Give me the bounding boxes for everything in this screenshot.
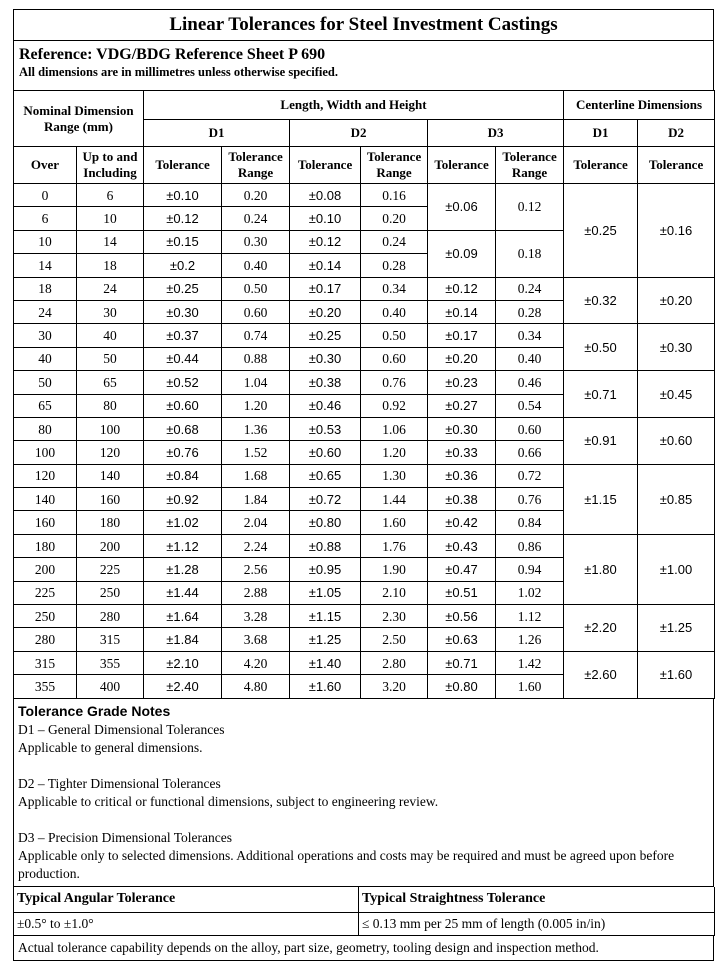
d2-range-cell: 1.30 — [361, 464, 428, 487]
upto-cell: 120 — [77, 441, 144, 464]
lwh-header: Length, Width and Height — [144, 91, 564, 120]
centerline-d2-cell: ±0.16 — [638, 184, 715, 278]
d3-range-cell: 1.02 — [496, 581, 564, 604]
d1-tolerance-cell: ±0.37 — [144, 324, 222, 347]
centerline-d1-cell: ±1.15 — [564, 464, 638, 534]
centerline-d2-cell: ±0.45 — [638, 371, 715, 418]
d2-note-title: D2 – Tighter Dimensional Tolerances — [18, 775, 221, 791]
d1-tolerance-cell: ±0.15 — [144, 230, 222, 253]
over-cell: 280 — [14, 628, 77, 651]
d1-tolerance-cell: ±0.68 — [144, 417, 222, 440]
units-note: All dimensions are in millimetres unless otherwise specified. — [19, 65, 338, 79]
d3-range-cell: 0.60 — [496, 417, 564, 440]
over-cell: 120 — [14, 464, 77, 487]
d1-range-cell: 0.20 — [222, 184, 290, 207]
footer-note: Actual tolerance capability depends on the alloy, part size, geometry, tooling design and inspection method. — [13, 936, 714, 961]
d3-tolerance-cell: ±0.63 — [428, 628, 496, 651]
d1-range-cell: 1.20 — [222, 394, 290, 417]
centerline-d1-cell: ±2.20 — [564, 605, 638, 652]
d2-tolerance-cell: ±1.60 — [290, 675, 361, 698]
d3-range-header: Tolerance Range — [496, 147, 564, 184]
reference-text: Reference: VDG/BDG Reference Sheet P 690 — [19, 46, 326, 63]
d1-tolerance-cell: ±1.84 — [144, 628, 222, 651]
upto-cell: 315 — [77, 628, 144, 651]
over-header: Over — [14, 147, 77, 184]
d1-range-cell: 0.50 — [222, 277, 290, 300]
upto-cell: 18 — [77, 254, 144, 277]
d3-range-cell: 0.34 — [496, 324, 564, 347]
d3-range-cell: 1.60 — [496, 675, 564, 698]
d3-range-cell: 0.76 — [496, 488, 564, 511]
over-cell: 0 — [14, 184, 77, 207]
table-row — [14, 605, 715, 628]
upto-cell: 200 — [77, 534, 144, 557]
table-row — [14, 371, 715, 394]
d2-tolerance-cell: ±0.60 — [290, 441, 361, 464]
d1-tolerance-cell: ±0.44 — [144, 347, 222, 370]
d1-range-header: Tolerance Range — [222, 147, 290, 184]
table-row — [14, 651, 715, 674]
over-cell: 180 — [14, 534, 77, 557]
d2-tolerance-cell: ±0.65 — [290, 464, 361, 487]
d3-range-cell: 0.84 — [496, 511, 564, 534]
d2-range-cell: 0.40 — [361, 300, 428, 323]
upto-cell: 24 — [77, 277, 144, 300]
d2-range-cell: 1.20 — [361, 441, 428, 464]
d3-tolerance-cell: ±0.27 — [428, 394, 496, 417]
cl-d1-header: D1 — [564, 120, 638, 147]
upto-cell: 14 — [77, 230, 144, 253]
d3-range-cell: 0.40 — [496, 347, 564, 370]
d3-range-cell: 0.86 — [496, 534, 564, 557]
d3-tolerance-header: Tolerance — [428, 147, 496, 184]
upto-cell: 6 — [77, 184, 144, 207]
centerline-header: Centerline Dimensions — [564, 91, 715, 120]
over-cell: 315 — [14, 651, 77, 674]
d1-tolerance-cell: ±0.92 — [144, 488, 222, 511]
grade-notes — [13, 699, 714, 887]
over-cell: 50 — [14, 371, 77, 394]
table-row — [14, 184, 715, 207]
d2-tolerance-cell: ±0.80 — [290, 511, 361, 534]
angular-heading: Typical Angular Tolerance — [14, 887, 359, 913]
table-row — [14, 324, 715, 347]
upto-cell: 65 — [77, 371, 144, 394]
d2-tolerance-cell: ±1.25 — [290, 628, 361, 651]
centerline-d1-cell: ±0.50 — [564, 324, 638, 371]
d1-tolerance-cell: ±0.84 — [144, 464, 222, 487]
centerline-d2-cell: ±1.25 — [638, 605, 715, 652]
over-cell: 14 — [14, 254, 77, 277]
d3-range-cell: 1.42 — [496, 651, 564, 674]
d2-range-cell: 0.24 — [361, 230, 428, 253]
d1-range-cell: 0.40 — [222, 254, 290, 277]
d3-range-cell: 0.54 — [496, 394, 564, 417]
d1-range-cell: 4.80 — [222, 675, 290, 698]
centerline-d1-cell: ±0.25 — [564, 184, 638, 278]
d3-tolerance-cell: ±0.23 — [428, 371, 496, 394]
d1-tolerance-cell: ±0.30 — [144, 300, 222, 323]
d2-range-cell: 0.76 — [361, 371, 428, 394]
d2-header: D2 — [290, 120, 428, 147]
d3-tolerance-cell: ±0.33 — [428, 441, 496, 464]
table-row — [14, 277, 715, 300]
d3-tolerance-cell: ±0.43 — [428, 534, 496, 557]
reference-block — [13, 40, 714, 90]
d3-range-cell: 0.46 — [496, 371, 564, 394]
angular-straightness-table — [13, 887, 715, 936]
over-cell: 355 — [14, 675, 77, 698]
d2-range-cell: 0.16 — [361, 184, 428, 207]
d1-range-cell: 2.88 — [222, 581, 290, 604]
upto-cell: 100 — [77, 417, 144, 440]
d3-range-cell: 0.24 — [496, 277, 564, 300]
d2-tolerance-cell: ±0.12 — [290, 230, 361, 253]
nominal-range-header: Nominal Dimension Range (mm) — [14, 91, 144, 147]
d3-note-text: Applicable only to selected dimensions. Additional operations and costs may be required and must be agreed upon before production. — [18, 847, 675, 881]
d3-tolerance-cell: ±0.51 — [428, 581, 496, 604]
upto-cell: 355 — [77, 651, 144, 674]
d3-range-cell: 0.94 — [496, 558, 564, 581]
d2-range-cell: 2.80 — [361, 651, 428, 674]
d1-range-cell: 0.30 — [222, 230, 290, 253]
d1-range-cell: 3.28 — [222, 605, 290, 628]
upto-cell: 50 — [77, 347, 144, 370]
over-cell: 24 — [14, 300, 77, 323]
d1-tolerance-cell: ±2.10 — [144, 651, 222, 674]
cl-d2-tolerance-header: Tolerance — [638, 147, 715, 184]
d3-range-cell: 0.28 — [496, 300, 564, 323]
over-cell: 30 — [14, 324, 77, 347]
d2-tolerance-cell: ±0.46 — [290, 394, 361, 417]
over-cell: 225 — [14, 581, 77, 604]
over-cell: 200 — [14, 558, 77, 581]
d1-range-cell: 2.24 — [222, 534, 290, 557]
d3-range-cell: 1.12 — [496, 605, 564, 628]
d2-tolerance-cell: ±0.88 — [290, 534, 361, 557]
d3-tolerance-cell: ±0.09 — [428, 230, 496, 277]
over-cell: 160 — [14, 511, 77, 534]
d2-tolerance-cell: ±1.40 — [290, 651, 361, 674]
straightness-heading: Typical Straightness Tolerance — [359, 887, 715, 913]
table-row — [14, 464, 715, 487]
d2-range-cell: 0.20 — [361, 207, 428, 230]
d1-range-cell: 1.36 — [222, 417, 290, 440]
upto-cell: 30 — [77, 300, 144, 323]
d3-tolerance-cell: ±0.17 — [428, 324, 496, 347]
table-row — [14, 534, 715, 557]
d3-tolerance-cell: ±0.30 — [428, 417, 496, 440]
upto-cell: 140 — [77, 464, 144, 487]
centerline-d1-cell: ±0.91 — [564, 417, 638, 464]
d3-range-cell: 1.26 — [496, 628, 564, 651]
d3-tolerance-cell: ±0.36 — [428, 464, 496, 487]
d3-range-cell: 0.66 — [496, 441, 564, 464]
d1-tolerance-cell: ±1.12 — [144, 534, 222, 557]
d2-range-cell: 1.60 — [361, 511, 428, 534]
table-row — [14, 417, 715, 440]
centerline-d2-cell: ±1.60 — [638, 651, 715, 698]
d2-tolerance-cell: ±1.05 — [290, 581, 361, 604]
over-cell: 10 — [14, 230, 77, 253]
d1-tolerance-cell: ±1.28 — [144, 558, 222, 581]
d2-range-cell: 2.10 — [361, 581, 428, 604]
centerline-d1-cell: ±2.60 — [564, 651, 638, 698]
upto-header: Up to and Including — [77, 147, 144, 184]
d1-tolerance-header: Tolerance — [144, 147, 222, 184]
d2-range-cell: 1.44 — [361, 488, 428, 511]
d2-range-cell: 2.50 — [361, 628, 428, 651]
d2-range-cell: 3.20 — [361, 675, 428, 698]
d1-header: D1 — [144, 120, 290, 147]
d2-range-cell: 2.30 — [361, 605, 428, 628]
d1-tolerance-cell: ±0.76 — [144, 441, 222, 464]
d2-tolerance-cell: ±0.72 — [290, 488, 361, 511]
centerline-d2-cell: ±0.30 — [638, 324, 715, 371]
d1-range-cell: 0.60 — [222, 300, 290, 323]
d1-tolerance-cell: ±1.02 — [144, 511, 222, 534]
tolerance-sheet — [13, 9, 714, 961]
upto-cell: 280 — [77, 605, 144, 628]
d2-tolerance-cell: ±0.38 — [290, 371, 361, 394]
d1-range-cell: 0.88 — [222, 347, 290, 370]
d3-header: D3 — [428, 120, 564, 147]
d3-range-cell: 0.18 — [496, 230, 564, 277]
cl-d2-header: D2 — [638, 120, 715, 147]
centerline-d2-cell: ±1.00 — [638, 534, 715, 604]
tolerance-table — [13, 90, 715, 699]
d1-range-cell: 1.04 — [222, 371, 290, 394]
over-cell: 65 — [14, 394, 77, 417]
upto-cell: 160 — [77, 488, 144, 511]
d2-tolerance-cell: ±0.95 — [290, 558, 361, 581]
cl-d1-tolerance-header: Tolerance — [564, 147, 638, 184]
d1-range-cell: 0.74 — [222, 324, 290, 347]
d2-tolerance-cell: ±1.15 — [290, 605, 361, 628]
d3-range-cell: 0.72 — [496, 464, 564, 487]
d1-range-cell: 1.68 — [222, 464, 290, 487]
upto-cell: 180 — [77, 511, 144, 534]
d1-range-cell: 1.84 — [222, 488, 290, 511]
d2-tolerance-cell: ±0.53 — [290, 417, 361, 440]
over-cell: 18 — [14, 277, 77, 300]
d3-tolerance-cell: ±0.47 — [428, 558, 496, 581]
d3-tolerance-cell: ±0.20 — [428, 347, 496, 370]
d2-tolerance-header: Tolerance — [290, 147, 361, 184]
upto-cell: 80 — [77, 394, 144, 417]
d3-tolerance-cell: ±0.80 — [428, 675, 496, 698]
d2-range-cell: 0.34 — [361, 277, 428, 300]
d2-note-text: Applicable to critical or functional dimensions, subject to engineering review. — [18, 793, 439, 809]
d1-range-cell: 2.56 — [222, 558, 290, 581]
over-cell: 40 — [14, 347, 77, 370]
d1-range-cell: 2.04 — [222, 511, 290, 534]
d1-range-cell: 4.20 — [222, 651, 290, 674]
d2-tolerance-cell: ±0.30 — [290, 347, 361, 370]
over-cell: 80 — [14, 417, 77, 440]
centerline-d1-cell: ±1.80 — [564, 534, 638, 604]
d1-range-cell: 3.68 — [222, 628, 290, 651]
d2-range-cell: 0.60 — [361, 347, 428, 370]
d2-range-cell: 1.06 — [361, 417, 428, 440]
centerline-d2-cell: ±0.20 — [638, 277, 715, 324]
d1-tolerance-cell: ±1.44 — [144, 581, 222, 604]
d1-tolerance-cell: ±0.25 — [144, 277, 222, 300]
upto-cell: 40 — [77, 324, 144, 347]
centerline-d2-cell: ±0.85 — [638, 464, 715, 534]
d2-range-cell: 1.90 — [361, 558, 428, 581]
over-cell: 140 — [14, 488, 77, 511]
notes-heading: Tolerance Grade Notes — [18, 702, 171, 719]
upto-cell: 10 — [77, 207, 144, 230]
d1-tolerance-cell: ±1.64 — [144, 605, 222, 628]
centerline-d2-cell: ±0.60 — [638, 417, 715, 464]
d2-range-header: Tolerance Range — [361, 147, 428, 184]
d3-range-cell: 0.12 — [496, 184, 564, 231]
d1-tolerance-cell: ±0.52 — [144, 371, 222, 394]
d2-range-cell: 0.28 — [361, 254, 428, 277]
upto-cell: 225 — [77, 558, 144, 581]
d2-range-cell: 0.50 — [361, 324, 428, 347]
tolerance-table-body — [14, 184, 715, 699]
d3-tolerance-cell: ±0.14 — [428, 300, 496, 323]
d2-tolerance-cell: ±0.14 — [290, 254, 361, 277]
d1-tolerance-cell: ±2.40 — [144, 675, 222, 698]
d3-tolerance-cell: ±0.38 — [428, 488, 496, 511]
d1-tolerance-cell: ±0.2 — [144, 254, 222, 277]
d2-range-cell: 0.92 — [361, 394, 428, 417]
d1-tolerance-cell: ±0.10 — [144, 184, 222, 207]
d3-tolerance-cell: ±0.71 — [428, 651, 496, 674]
d2-tolerance-cell: ±0.25 — [290, 324, 361, 347]
d1-tolerance-cell: ±0.60 — [144, 394, 222, 417]
over-cell: 100 — [14, 441, 77, 464]
d2-tolerance-cell: ±0.10 — [290, 207, 361, 230]
upto-cell: 400 — [77, 675, 144, 698]
over-cell: 250 — [14, 605, 77, 628]
d1-note-text: Applicable to general dimensions. — [18, 739, 203, 755]
d3-note-title: D3 – Precision Dimensional Tolerances — [18, 829, 233, 845]
d3-tolerance-cell: ±0.12 — [428, 277, 496, 300]
d1-note-title: D1 – General Dimensional Tolerances — [18, 721, 225, 737]
over-cell: 6 — [14, 207, 77, 230]
centerline-d1-cell: ±0.71 — [564, 371, 638, 418]
straightness-value: ≤ 0.13 mm per 25 mm of length (0.005 in/in) — [359, 912, 715, 935]
d1-range-cell: 0.24 — [222, 207, 290, 230]
d2-tolerance-cell: ±0.20 — [290, 300, 361, 323]
centerline-d1-cell: ±0.32 — [564, 277, 638, 324]
d2-range-cell: 1.76 — [361, 534, 428, 557]
upto-cell: 250 — [77, 581, 144, 604]
sheet-title: Linear Tolerances for Steel Investment Castings — [13, 9, 714, 40]
d2-tolerance-cell: ±0.08 — [290, 184, 361, 207]
d2-tolerance-cell: ±0.17 — [290, 277, 361, 300]
d3-tolerance-cell: ±0.06 — [428, 184, 496, 231]
d1-range-cell: 1.52 — [222, 441, 290, 464]
d3-tolerance-cell: ±0.42 — [428, 511, 496, 534]
d1-tolerance-cell: ±0.12 — [144, 207, 222, 230]
d3-tolerance-cell: ±0.56 — [428, 605, 496, 628]
angular-value: ±0.5° to ±1.0° — [14, 912, 359, 935]
